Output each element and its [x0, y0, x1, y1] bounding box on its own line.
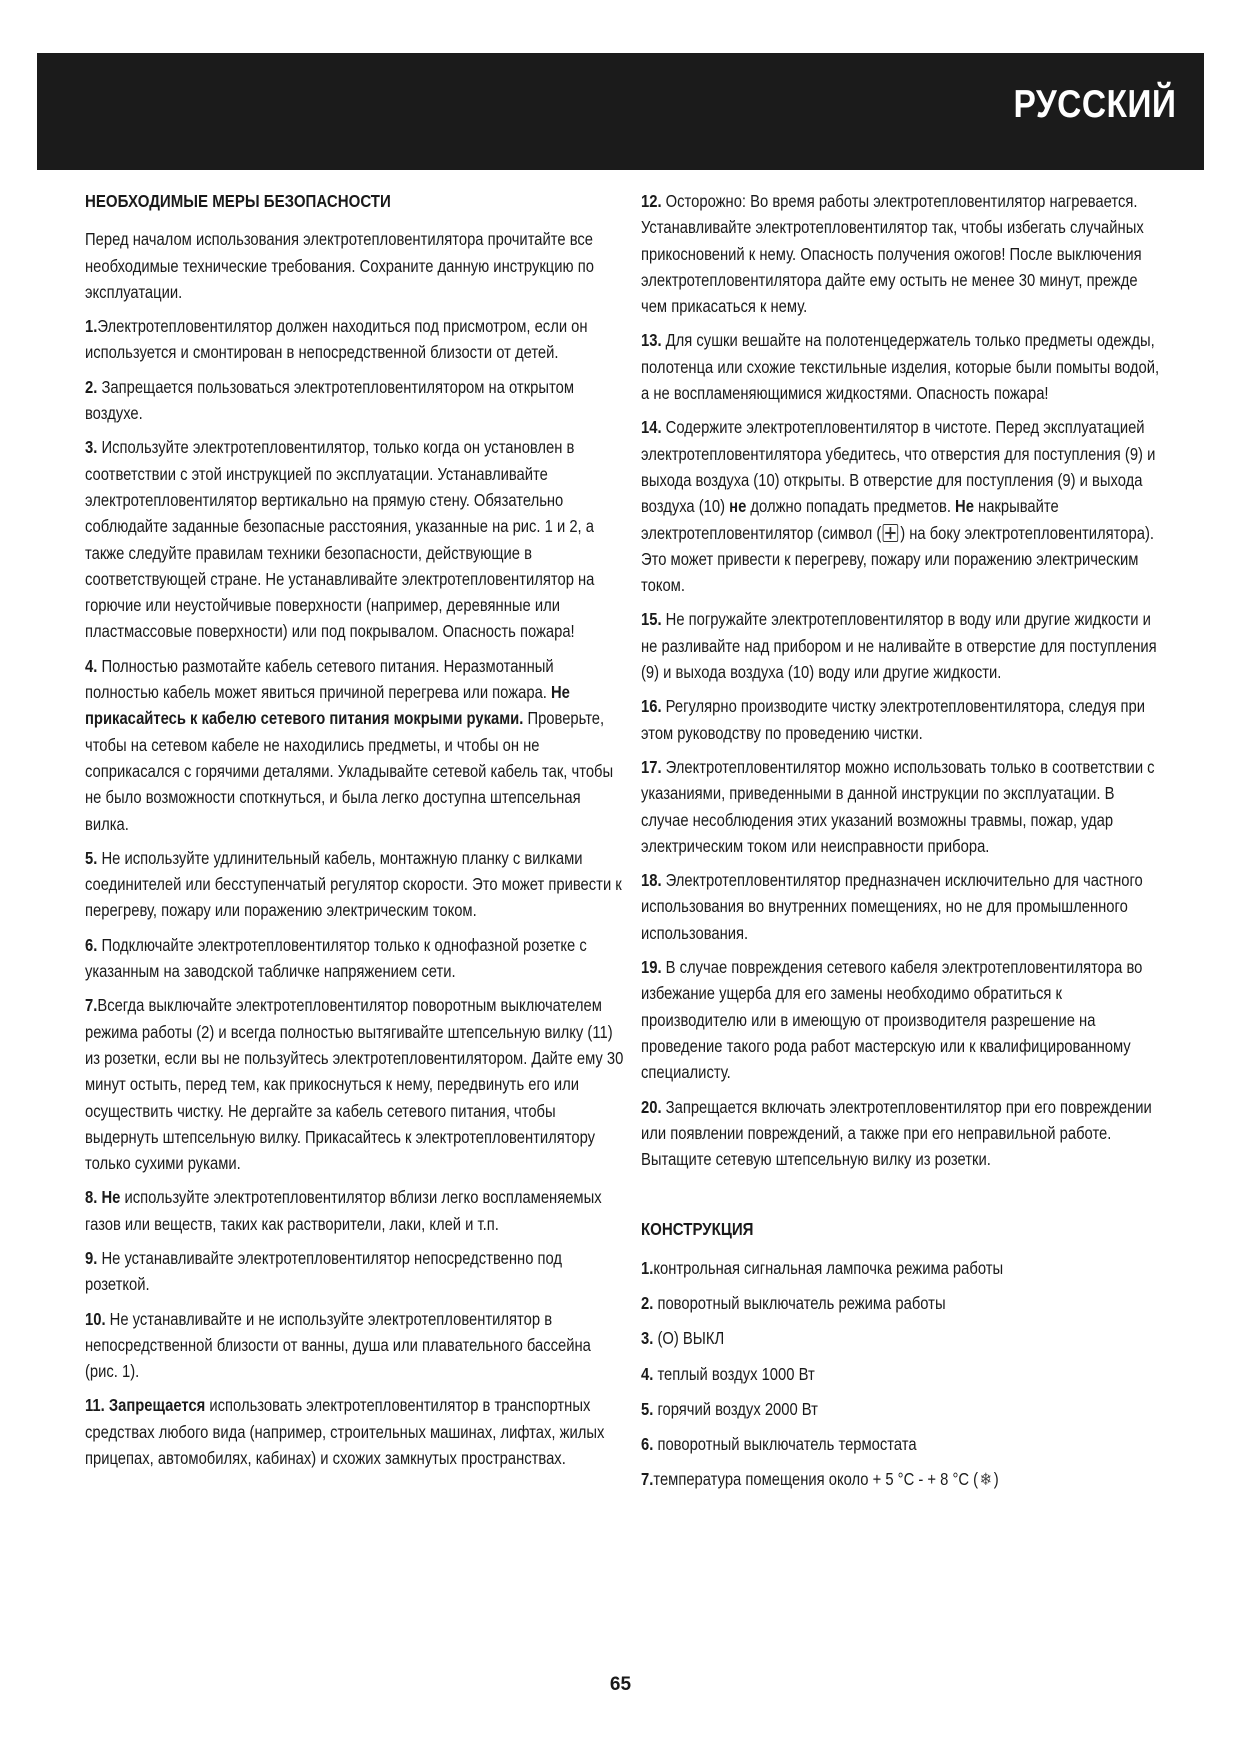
- safety-item-10: 10. Не устанавливайте и не используйте электротепловентилятор в непосредственной близости от ванны, душа или плавательного бассейна (рис. 1).: [85, 1308, 591, 1382]
- header-banner: [37, 53, 1204, 170]
- construction-item-3: 3. (O) ВЫКЛ: [641, 1328, 725, 1349]
- safety-item-20: 20. Запрещается включать электротепловентилятор при его повреждении или появлении повреждений, а также при его неправильной работе. Вытащите сетевую штепсельную вилку из розетки.: [641, 1096, 1152, 1170]
- left-column: [85, 188, 625, 1479]
- safety-item-17: 17. Электротепловентилятор можно использовать только в соответствии с указаниями, приведенными в данной инструкции по эксплуатации. В случае несоблюдения этих указаний возможны травмы, пожар, удар электрическим током или неисправности прибора.: [641, 756, 1155, 856]
- construction-heading: КОНСТРУКЦИЯ: [641, 1219, 754, 1240]
- safety-item-4: 4. Полностью размотайте кабель сетевого питания. Неразмотанный полностью кабель может явиться причиной перегрева или пожара. Не прикасайтесь к кабелю сетевого питания мокрыми руками. Проверьте, чтобы на сетевом кабеле не находились предметы, и чтобы он не соприкасался с горячими деталями. Укладывайте сетевой кабель так, чтобы не было возможности споткнуться, и была легко доступна штепсельная вилка.: [85, 655, 614, 834]
- safety-item-7: 7.Всегда выключайте электротепловентилятор поворотным выключателем режима работы (2) и всегда полностью вытягивайте штепсельную вилку (11) из розетки, если вы не пользуйтесь электротепловентилятором. Дайте ему 30 минут остыть, перед тем, как прикоснуться к нему, передвинуть его или осуществить чистку. Не дергайте за кабель сетевого питания, чтобы выдернуть штепсельную вилку. Прикасайтесь к электротепловентилятору только сухими руками.: [85, 995, 624, 1174]
- safety-item-5: 5. Не используйте удлинительный кабель, монтажную планку с вилками соединителей или бесступенчатый регулятор скорости. Это может привести к перегреву, пожару или поражению электрическим током.: [85, 847, 622, 921]
- safety-item-8: 8. Не используйте электротепловентилятор вблизи легко воспламеняемых газов или веществ, таких как растворители, лаки, клей и т.п.: [85, 1187, 602, 1234]
- page-number: 65: [609, 1674, 632, 1695]
- do-not-cover-icon: [883, 524, 898, 542]
- construction-item-2: 2. поворотный выключатель режима работы: [641, 1292, 946, 1313]
- safety-item-2: 2. Запрещается пользоваться электротепловентилятором на открытом воздухе.: [85, 376, 575, 424]
- safety-item-9: 9. Не устанавливайте электротепловентилятор непосредственно под розеткой.: [85, 1247, 563, 1295]
- safety-intro: Перед началом использования электротепловентилятора прочитайте все необходимые технические требования. Сохраните данную инструкцию по эксплуатации.: [85, 229, 594, 302]
- language-title: РУССКИЙ: [1013, 83, 1176, 126]
- construction-item-6: 6. поворотный выключатель термостата: [641, 1434, 917, 1455]
- safety-item-11: 11. Запрещается использовать электротепловентилятор в транспортных средствах любого вида (например, строительных машинах, лифтах, жилых прицепах, автомобилях, кабинах) и схожих замкнутых пространствах.: [85, 1395, 605, 1469]
- construction-item-1: 1.контрольная сигнальная лампочка режима работы: [641, 1257, 1004, 1278]
- safety-item-18: 18. Электротепловентилятор предназначен исключительно для частного использования во внутренних помещениях, но не для промышленного использования.: [641, 870, 1143, 943]
- safety-item-15: 15. Не погружайте электротепловентилятор в воду или другие жидкости и не разливайте над прибором и не наливайте в отверстие для поступления (9) и выхода воздуха (10) воду или другие жидкости.: [641, 609, 1157, 683]
- safety-item-1: 1.Электротепловентилятор должен находиться под присмотром, если он используется и смонтирован в непосредственной близости от детей.: [85, 316, 588, 363]
- construction-item-7: 7.температура помещения около + 5 °C - + 8 °C ( ❄): [641, 1466, 1162, 1493]
- construction-item-4: 4. теплый воздух 1000 Вт: [641, 1363, 815, 1384]
- construction-list: [641, 1255, 1162, 1494]
- construction-item-5: 5. горячий воздух 2000 Вт: [641, 1398, 818, 1419]
- snowflake-icon: ❄: [979, 1470, 993, 1490]
- right-column: [641, 188, 1161, 1503]
- safety-item-3: 3. Используйте электротепловентилятор, только когда он установлен в соответствии с этой инструкцией по эксплуатации. Устанавливайте электротепловентилятор вертикально на прямую стену. Обязательно соблюдайте заданные безопасные расстояния, указанные на рис. 1 и 2, а также следуйте правилам техники безопасности, действующие в соответствующей стране. Не устанавливайте электротепловентилятор на горючие или неустойчивые поверхности (например, деревянные или пластмассовые поверхности) или под покрывалом. Опасность пожара!: [85, 437, 595, 642]
- safety-item-6: 6. Подключайте электротепловентилятор только к однофазной розетке с указанным на заводской табличке напряжением сети.: [85, 934, 587, 982]
- safety-heading: НЕОБХОДИМЫЕ МЕРЫ БЕЗОПАСНОСТИ: [85, 191, 391, 211]
- safety-item-19: 19. В случае повреждения сетевого кабеля электротепловентилятора во избежание ущерба для его замены необходимо обратиться к производителю или в имеющую от производителя разрешение на проведение такого рода работ мастерскую или к квалифицированному специалисту.: [641, 957, 1143, 1083]
- safety-item-13: 13. Для сушки вешайте на полотенцедержатель только предметы одежды, полотенца или схожие текстильные изделия, которые были помыты водой, а не воспламеняющимися жидкостями. Опасность пожара!: [641, 330, 1160, 404]
- safety-item-16: 16. Регулярно производите чистку электротепловентилятора, следуя при этом руководству по проведению чистки.: [641, 696, 1146, 743]
- safety-item-12: 12. Осторожно: Во время работы электротепловентилятор нагревается. Устанавливайте электротепловентилятор так, чтобы избегать случайных прикосновений к нему. Опасность получения ожогов! После выключения электротепловентилятора дайте ему остыть не менее 30 минут, прежде чем прикасаться к нему.: [641, 191, 1144, 317]
- safety-item-14: 14. Содержите электротепловентилятор в чистоте. Перед эксплуатацией электротепловентилятора убедитесь, что отверстия для поступления (9) и выхода воздуха (10) открыты. В отверстие для поступления (9) и выхода воздуха (10) не должно попадать предметов. Не накрывайте электротепловентилятор (символ ( ) на боку электротепловентилятора). Это может привести к перегреву, пожару или поражению электрическим током.: [641, 417, 1156, 596]
